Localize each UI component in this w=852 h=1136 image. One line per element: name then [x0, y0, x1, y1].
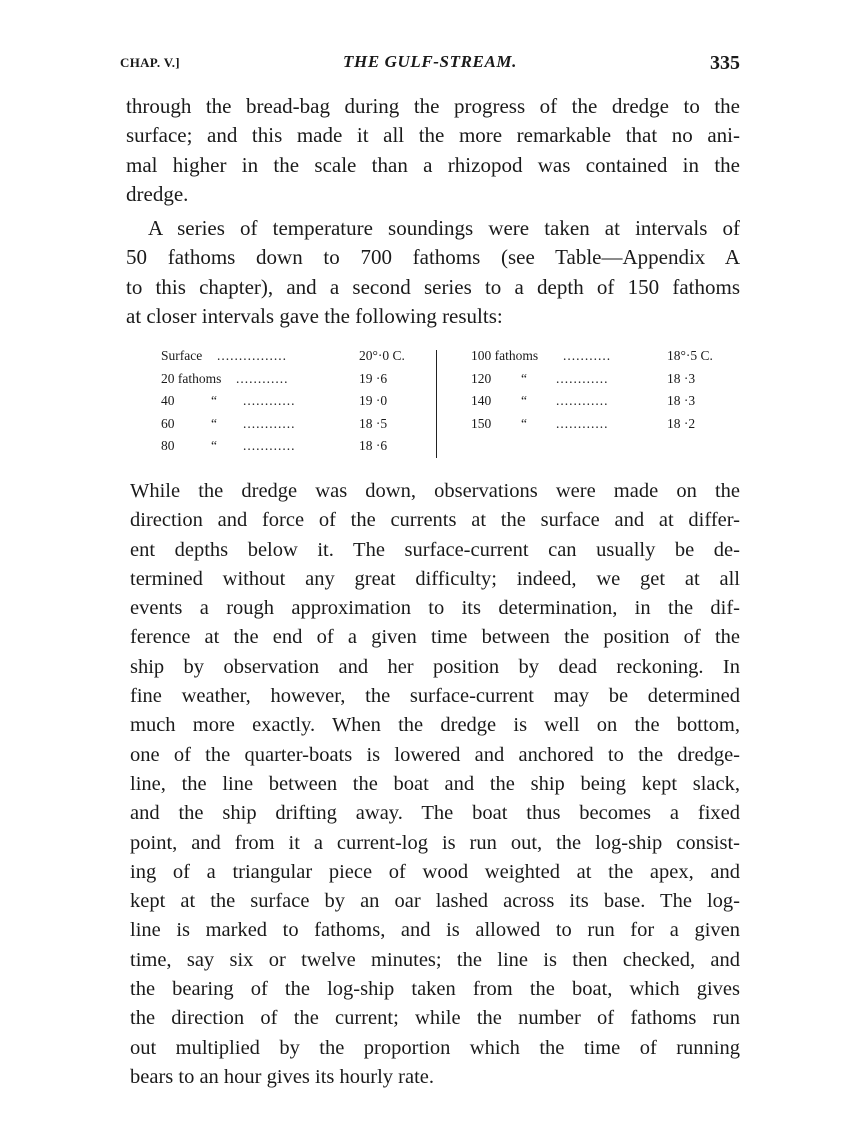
- paragraph-current-observations: [130, 477, 740, 1092]
- temperature-value: 18 ·6: [359, 438, 388, 453]
- text-line: time, say six or twelve minutes; the line is then checked, and: [130, 948, 740, 971]
- paragraph-temperature-soundings: [126, 214, 740, 331]
- leader-dots: ................: [217, 348, 287, 363]
- text-line: surface; and this made it all the more remarkable that no ani-: [126, 123, 740, 148]
- depth-label: Surface: [161, 348, 203, 363]
- leader-dots: ............: [236, 370, 289, 386]
- depth-label: 60: [161, 415, 175, 431]
- leader-dots: ............: [243, 438, 296, 453]
- text-line: and the ship drifting away. The boat thus becomes a fixed: [130, 802, 740, 825]
- temperature-value: 18 ·2: [667, 415, 696, 431]
- table-row: [161, 393, 423, 416]
- depth-label: 120: [471, 370, 492, 386]
- leader-dots: ............: [243, 415, 296, 431]
- page-number: 335: [710, 52, 740, 74]
- table-row: [471, 393, 731, 416]
- temperature-value: 18 ·5: [359, 415, 388, 431]
- text-line: bears to an hour gives its hourly rate.: [130, 1065, 435, 1088]
- table-row: [161, 348, 423, 371]
- text-line: A series of temperature soundings were taken at intervals of: [148, 216, 740, 240]
- text-line: the bearing of the log-ship taken from the boat, which gives: [130, 978, 740, 1001]
- chapter-label: CHAP. V.]: [120, 55, 180, 70]
- text-line: ing of a triangular piece of wood weighted at the apex, and: [130, 860, 740, 883]
- text-line: ent depths below it. The surface-current can usually be de-: [130, 538, 740, 561]
- temperature-value: 19 ·6: [359, 370, 388, 386]
- table-row: [471, 416, 731, 439]
- text-line: 50 fathoms down to 700 fathoms (see Table—Appendix A: [126, 245, 740, 270]
- leader-dots: ...........: [563, 348, 612, 363]
- leader-dots: ............: [556, 370, 609, 386]
- leader-dots: ............: [556, 393, 609, 408]
- temperature-value: 18 ·3: [667, 393, 696, 408]
- table-row: [471, 348, 731, 371]
- table-row: [471, 371, 731, 394]
- table-row: [161, 371, 423, 394]
- text-line: the direction of the current; while the number of fathoms run: [130, 1007, 740, 1030]
- depth-label: 20 fathoms: [161, 370, 222, 386]
- temperature-value: 19 ·0: [359, 393, 388, 408]
- ditto-mark: “: [211, 393, 217, 408]
- ditto-mark: “: [521, 370, 527, 386]
- depth-label: 80: [161, 438, 175, 453]
- running-header: [120, 52, 740, 80]
- text-line: dredge.: [126, 181, 189, 206]
- text-line: line, the line between the boat and the ship being kept slack,: [130, 772, 740, 795]
- text-line: line is marked to fathoms, and is allowed to run for a given: [130, 919, 740, 942]
- ditto-mark: “: [211, 438, 217, 453]
- table-column-right: [471, 348, 731, 438]
- ditto-mark: “: [521, 415, 527, 431]
- leader-dots: ............: [243, 393, 296, 408]
- ditto-mark: “: [211, 415, 217, 431]
- temperature-value: 18°·5 C.: [667, 348, 713, 363]
- temperature-value: 18 ·3: [667, 370, 696, 386]
- text-line: ship by observation and her position by dead reckoning. In: [130, 655, 740, 678]
- text-line: through the bread-bag during the progress of the dredge to the: [126, 94, 740, 118]
- text-line: events a rough approximation to its determination, in the dif-: [130, 597, 740, 620]
- text-line: one of the quarter-boats is lowered and anchored to the dredge-: [130, 743, 740, 766]
- table-divider: [436, 350, 437, 458]
- table-row: [161, 438, 423, 461]
- text-line: at closer intervals gave the following results:: [126, 303, 503, 328]
- text-line: to this chapter), and a second series to a depth of 150 fathoms: [126, 274, 740, 299]
- depth-label: 100 fathoms: [471, 348, 539, 363]
- depth-label: 150: [471, 415, 492, 431]
- text-line: out multiplied by the proportion which the time of running: [130, 1036, 740, 1059]
- text-line: termined without any great difficulty; indeed, we get at all: [130, 567, 740, 590]
- temperature-table: [161, 348, 731, 460]
- text-line: ference at the end of a given time between the position of the: [130, 626, 740, 649]
- depth-label: 140: [471, 393, 492, 408]
- text-line: much more exactly. When the dredge is well on the bottom,: [130, 714, 740, 737]
- text-line: kept at the surface by an oar lashed across its base. The log-: [130, 890, 740, 913]
- ditto-mark: “: [521, 393, 527, 408]
- text-line: direction and force of the currents at the surface and at differ-: [130, 509, 740, 532]
- depth-label: 40: [161, 393, 175, 408]
- text-line: mal higher in the scale than a rhizopod was contained in the: [126, 152, 740, 177]
- running-title: THE GULF-STREAM.: [343, 52, 517, 71]
- text-line: fine weather, however, the surface-current may be determined: [130, 685, 740, 708]
- table-row: [161, 416, 423, 439]
- temperature-value: 20°·0 C.: [359, 348, 405, 363]
- leader-dots: ............: [556, 415, 609, 431]
- text-line: While the dredge was down, observations were made on the: [130, 480, 740, 502]
- table-column-left: [161, 348, 423, 461]
- text-line: point, and from it a current-log is run out, the log-ship consist-: [130, 831, 740, 854]
- paragraph-continuation: [126, 92, 740, 209]
